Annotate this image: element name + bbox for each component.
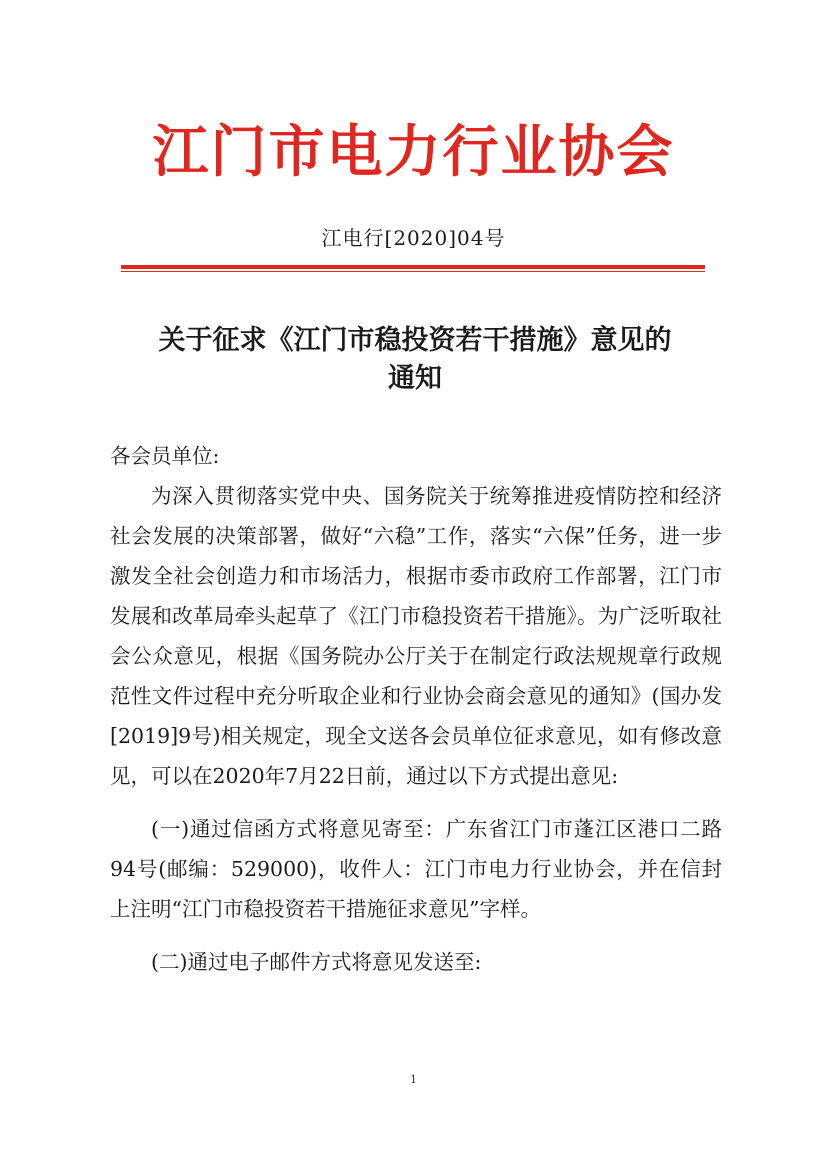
document-number: 江电行[2020]04号 [321,226,506,250]
paragraph-item-1: (一)通过信函方式将意见寄至：广东省江门市蓬江区港口二路94号(邮编：529000)，收件人：江门市电力行业协会，并在信封上注明“江门市稳投资若干措施征求意见”字样。 [110,817,722,921]
page-number: 1 [410,1073,417,1086]
organization-title: 江门市电力行业协会 [152,119,675,185]
notice-title-line2: 通知 [388,363,442,394]
red-divider-thin [121,271,705,272]
notice-body [110,436,722,982]
notice-title-line1: 关于征求《江门市稳投资若干措施》意见的 [158,325,672,356]
paragraph-main: 为深入贯彻落实党中央、国务院关于统筹推进疫情防控和经济社会发展的决策部署，做好“六稳”工作，落实“六保”任务，进一步激发全社会创造力和市场活力，根据市委市政府工作部署，江门市发展和改革局牵头起草了《江门市稳投资若干措施》。为广泛听取社会公众意见，根据《国务院办公厅关于在制定行政法规规章行政规范性文件过程中充分听取企业和行业协会商会意见的通知》(国办发[2019]9号)相关规定，现全文送各会员单位征求意见，如有修改意见，可以在2020年7月22日前，通过以下方式提出意见: [110,484,722,788]
paragraph-item-2: (二)通过电子邮件方式将意见发送至: [151,950,482,974]
salutation: 各会员单位: [110,444,220,468]
red-divider-thick [121,265,705,269]
notice-title [95,322,735,398]
